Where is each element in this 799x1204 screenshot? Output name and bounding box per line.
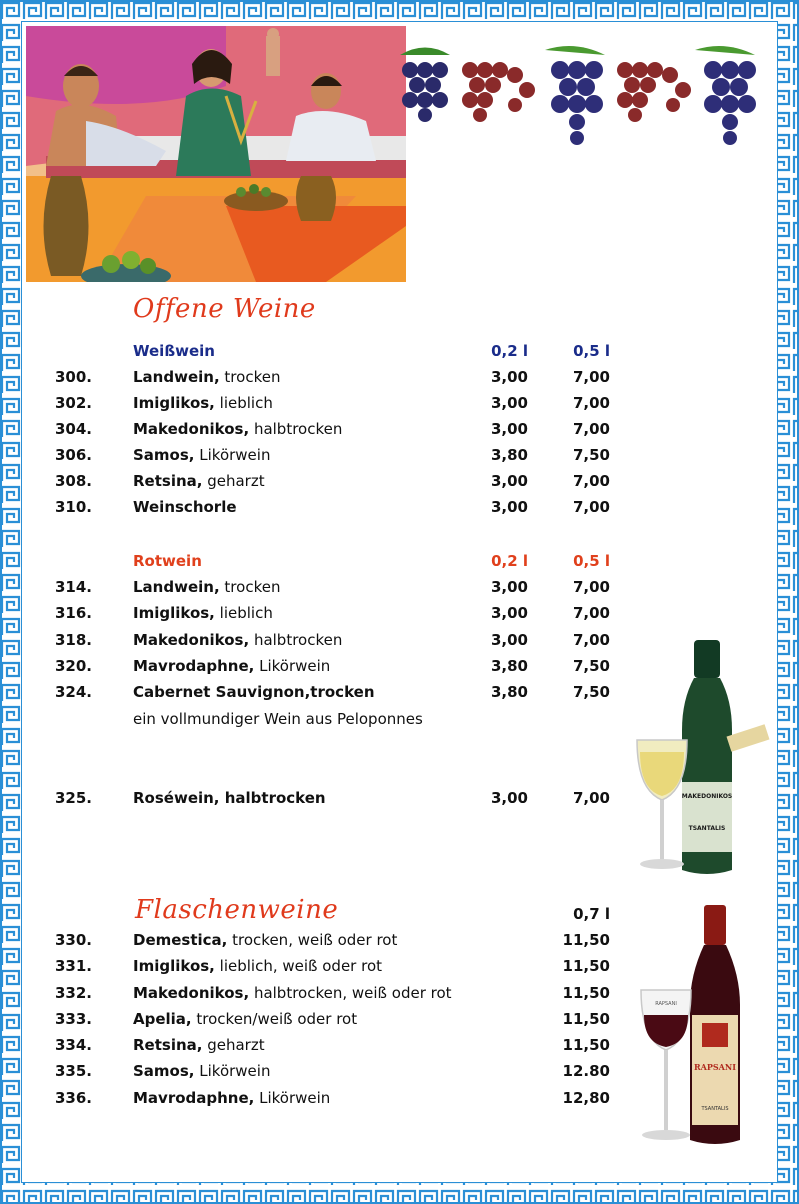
item-name: Makedonikos, halbtrocken <box>133 420 343 438</box>
item-price-small: 3,80 <box>490 657 528 675</box>
item-price: 11,50 <box>562 1010 610 1028</box>
item-price-large: 7,50 <box>572 446 610 464</box>
item-price-large: 7,50 <box>572 683 610 701</box>
item-number: 308. <box>55 472 93 490</box>
item-name: Landwein, trocken <box>133 578 281 596</box>
bottle2-label: RAPSANI <box>694 1062 736 1072</box>
item-number: 335. <box>55 1062 93 1080</box>
glass2-label: RAPSANI <box>655 1001 677 1007</box>
item-number: 333. <box>55 1010 93 1028</box>
item-price-small: 3,00 <box>490 578 528 596</box>
menu-item <box>0 420 799 444</box>
bottle1-label: MAKEDONIKOS <box>681 793 733 800</box>
item-number: 318. <box>55 631 93 649</box>
item-price-small: 3,00 <box>490 604 528 622</box>
red-wine-heading: Rotwein <box>133 552 202 570</box>
item-price-large: 7,00 <box>572 420 610 438</box>
menu-item <box>0 604 799 628</box>
red-wine-bottle-illustration <box>636 905 786 1150</box>
item-name: Retsina, geharzt <box>133 472 265 490</box>
item-number: 330. <box>55 931 93 949</box>
item-number: 332. <box>55 984 93 1002</box>
item-name: Landwein, trocken <box>133 368 281 386</box>
white-wine-heading: Weißwein <box>133 342 215 360</box>
size-large: 0,5 l <box>573 552 610 570</box>
item-price-large: 7,00 <box>572 498 610 516</box>
white-wine-bottle-illustration <box>632 640 782 880</box>
item-price: 11,50 <box>562 931 610 949</box>
bottle2-sub: TSANTALIS <box>701 1106 729 1112</box>
item-name: Makedonikos, halbtrocken, weiß oder rot <box>133 984 452 1002</box>
item-price-large: 7,00 <box>572 604 610 622</box>
item-price: 11,50 <box>562 984 610 1002</box>
item-price-small: 3,80 <box>490 446 528 464</box>
item-price: 12.80 <box>562 1062 610 1080</box>
grapes-decoration <box>395 40 775 160</box>
white-wine-header <box>0 342 799 366</box>
item-price-large: 7,00 <box>572 789 610 807</box>
item-price: 12,80 <box>562 1089 610 1107</box>
item-price-small: 3,00 <box>490 472 528 490</box>
item-name: Apelia, trocken/weiß oder rot <box>133 1010 358 1028</box>
menu-item <box>0 498 799 522</box>
item-price-small: 3,00 <box>490 498 528 516</box>
item-price-small: 3,00 <box>490 368 528 386</box>
item-number: 336. <box>55 1089 93 1107</box>
grape-bunch-icon <box>400 48 450 123</box>
item-price-small: 3,00 <box>490 394 528 412</box>
item-name: Weinschorle <box>133 498 237 516</box>
item-number: 306. <box>55 446 93 464</box>
item-number: 325. <box>55 789 93 807</box>
item-price-large: 7,00 <box>572 631 610 649</box>
item-price-small: 3,00 <box>490 789 528 807</box>
item-name: Imiglikos, lieblich, weiß oder rot <box>133 957 383 975</box>
bottle-size: 0,7 l <box>573 905 610 923</box>
item-number: 331. <box>55 957 93 975</box>
item-number: 302. <box>55 394 93 412</box>
item-number: 334. <box>55 1036 93 1054</box>
item-price-large: 7,00 <box>572 394 610 412</box>
item-name: Imiglikos, lieblich <box>133 604 273 622</box>
item-price-small: 3,00 <box>490 631 528 649</box>
menu-item <box>0 368 799 392</box>
item-number: 320. <box>55 657 93 675</box>
item-number: 304. <box>55 420 93 438</box>
item-price: 11,50 <box>562 957 610 975</box>
item-price-large: 7,00 <box>572 472 610 490</box>
item-number: 300. <box>55 368 93 386</box>
item-name: Makedonikos, halbtrocken <box>133 631 343 649</box>
menu-item <box>0 472 799 496</box>
item-name: Imiglikos, lieblich <box>133 394 273 412</box>
item-name: Samos, Likörwein <box>133 1062 271 1080</box>
item-price: 11,50 <box>562 1036 610 1054</box>
bottle1-sub: TSANTALIS <box>688 825 726 832</box>
menu-item <box>0 394 799 418</box>
item-number: 310. <box>55 498 93 516</box>
item-name: Retsina, geharzt <box>133 1036 265 1054</box>
item-price-small: 3,80 <box>490 683 528 701</box>
item-price-small: 3,00 <box>490 420 528 438</box>
size-small: 0,2 l <box>491 552 528 570</box>
section-title-bottle-wines: Flaschenweine <box>135 895 339 925</box>
item-price-large: 7,00 <box>572 368 610 386</box>
item-number: 314. <box>55 578 93 596</box>
item-number: 316. <box>55 604 93 622</box>
item-number: 324. <box>55 683 93 701</box>
item-name: Mavrodaphne, Likörwein <box>133 1089 331 1107</box>
greek-feast-illustration <box>26 26 406 282</box>
item-name: Roséwein, halbtrocken <box>133 789 326 807</box>
item-name: Mavrodaphne, Likörwein <box>133 657 331 675</box>
red-wine-header <box>0 552 799 576</box>
item-name: Samos, Likörwein <box>133 446 271 464</box>
item-price-large: 7,50 <box>572 657 610 675</box>
size-small: 0,2 l <box>491 342 528 360</box>
menu-item <box>0 446 799 470</box>
size-large: 0,5 l <box>573 342 610 360</box>
menu-item <box>0 578 799 602</box>
wine-note: ein vollmundiger Wein aus Peloponnes <box>133 710 423 728</box>
section-title-open-wines: Offene Weine <box>133 294 316 324</box>
item-price-large: 7,00 <box>572 578 610 596</box>
item-name: Demestica, trocken, weiß oder rot <box>133 931 398 949</box>
item-name: Cabernet Sauvignon,trocken <box>133 683 375 701</box>
